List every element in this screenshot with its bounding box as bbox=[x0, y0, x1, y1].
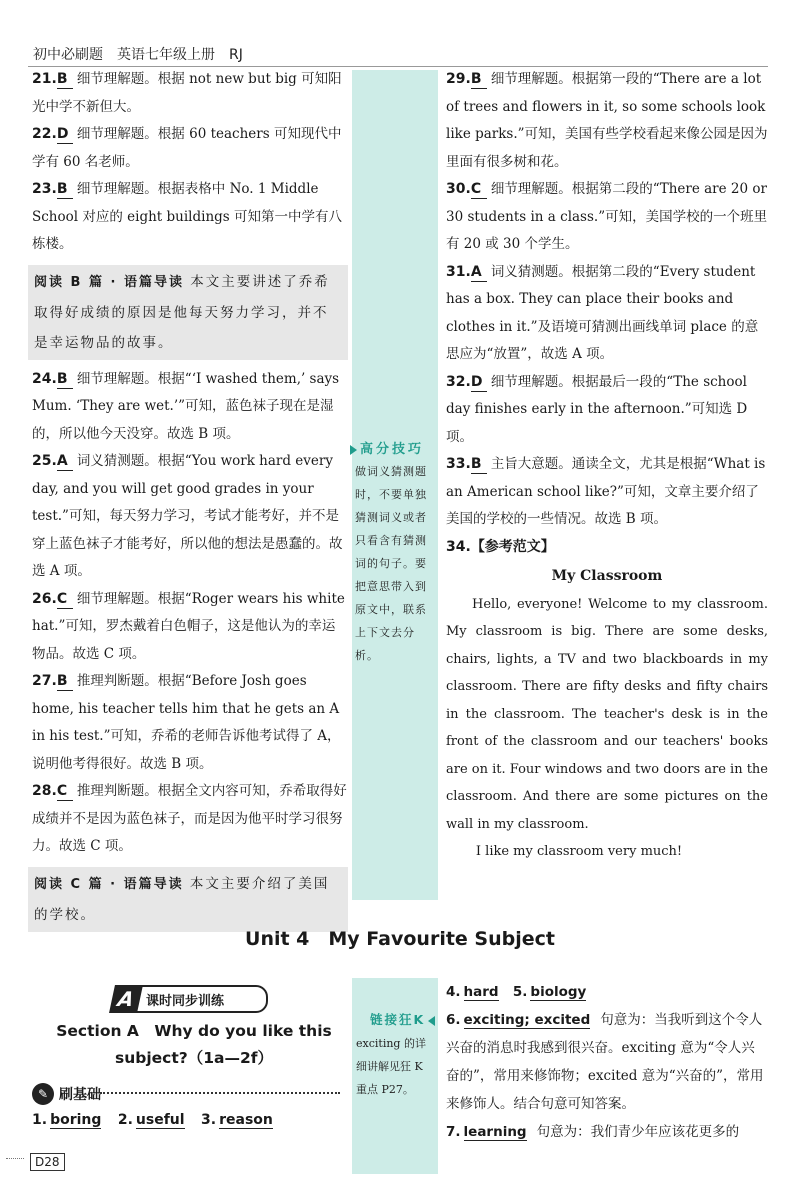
answer-item: 32.D 细节理解题。根据最后一段的“The school day finishes early in the afternoon.”可知选 D 项。 bbox=[446, 373, 748, 445]
link-body: exciting 的详细讲解见狂 K 重点 P27。 bbox=[356, 1037, 426, 1096]
answer-item: 33.B 主旨大意题。通读全文，尤其是根据“What is an American school like?”可知，文章主要介绍了美国的学校的一些情况。故选 B 项。 bbox=[446, 456, 766, 527]
answer-item: 28.C 推理判断题。根据全文内容可知，乔希取得好成绩并不是因为蓝色袜子，而是因为他平时学习很努力。故选 C 项。 bbox=[32, 783, 347, 854]
dotted-divider bbox=[100, 1092, 340, 1094]
answer-row: 7. learning 句意为：我们青少年应该花更多的 bbox=[446, 1124, 740, 1140]
essay-paragraph: Hello, everyone! Welcome to my classroom. My classroom is big. There are some desks, chairs, lights, a TV and two blackboards in my classroom. There are fifty desks and fifty chairs in the classroom. The teacher's desk is in the front of the classroom and our teachers' books are on it. Four windows and two doors are in the classroom. And there are some pictures on the wall in my classroom. bbox=[446, 596, 768, 832]
pencil-icon: ✎ bbox=[32, 1083, 54, 1105]
answer-row: 6. exciting; excited 句意为：当我听到这个令人兴奋的消息时我感到很兴奋。exciting 意为“令人兴奋的”，常用来修饰物；excited 意为“兴奋的”，常用来修饰人。结合句意可知答案。 bbox=[446, 1012, 764, 1112]
answers-right bbox=[446, 978, 768, 1146]
answer-item: 30.C 细节理解题。根据第二段的“There are 20 or 30 students in a class.”可知，美国学校的一个班里有 20 或 30 个学生。 bbox=[446, 181, 768, 252]
drill-heading: ✎ 刷基础 bbox=[32, 1083, 101, 1105]
tip-body: 做词义猜测题时，不要单独猜测词义或者只看含有猜测词的句子。要把意思带入到原文中，联系上下文去分析。 bbox=[355, 465, 427, 662]
page-header: 初中必刷题 英语七年级上册 RJ bbox=[33, 47, 243, 63]
answer-item: 27.B 推理判断题。根据“Before Josh goes home, his teacher tells him that he gets an A in his test.”可知，乔希的老师告诉他考试得了 A，说明他考得很好。故选 B 项。 bbox=[32, 673, 341, 772]
answer-item: 26.C 细节理解题。根据“Roger wears his white hat.”可知，罗杰戴着白色帽子，这是他认为的幸运物品。故选 C 项。 bbox=[32, 590, 345, 662]
lesson-badge: A 课时同步训练 bbox=[114, 985, 268, 1013]
section-title: Section A Why do you like this subject?（1a—2f） bbox=[56, 1022, 332, 1067]
arrow-icon bbox=[428, 1016, 435, 1026]
left-column bbox=[32, 66, 348, 938]
answers-left: 1. boring 2. useful 3. reason bbox=[32, 1112, 273, 1128]
reading-guide-b: 阅读 B 篇 · 语篇导读 本文主要讲述了乔希取得好成绩的原因是他每天努力学习，并不是幸运物品的故事。 bbox=[28, 265, 348, 360]
reading-guide-c: 阅读 C 篇 · 语篇导读 本文主要介绍了美国的学校。 bbox=[28, 867, 348, 932]
answer-item: 24.B 细节理解题。根据“‘I washed them,’ says Mum. ‘They are wet.’”可知，蓝色袜子现在是湿的，所以他今天没穿。故选 B 项。 bbox=[32, 370, 340, 442]
model-essay bbox=[446, 563, 768, 866]
page-number: D28 bbox=[30, 1153, 65, 1171]
answer-item: 25.A 词义猜测题。根据“You work hard every day, and you will get good grades in your test.”可知，每天努力学习，考试才能考好，并不是穿上蓝色袜子才能考好，所以他的想法是愚蠢的。故选 A 项。 bbox=[32, 453, 343, 579]
answer-item: 22.D 细节理解题。根据 60 teachers 可知现代中学有 60 名老师。 bbox=[32, 126, 342, 170]
page-dots bbox=[6, 1158, 24, 1159]
answer-row: 4. hard 5. biology bbox=[446, 984, 587, 1000]
link-title: 链接狂K bbox=[370, 1010, 440, 1028]
essay-title: My Classroom bbox=[551, 568, 663, 584]
answer-item: 21.B 细节理解题。根据 not new but big 可知阳光中学不新但大。 bbox=[32, 71, 342, 115]
answer-item: 31.A 词义猜测题。根据第二段的“Every student has a box. They can place their books and clothes in it.”及语境可猜测出画线单词 place 的意思应为“放置”，故选 A 项。 bbox=[446, 263, 759, 362]
answer-item: 29.B 细节理解题。根据第一段的“There are a lot of trees and flowers in it, so some schools look like parks.”可知，美国有些学校看起来像公园是因为里面有很多树和花。 bbox=[446, 71, 768, 170]
unit-title: Unit 4 My Favourite Subject bbox=[245, 928, 555, 950]
right-column bbox=[446, 66, 768, 866]
tip-title: 高分技巧 bbox=[350, 438, 442, 457]
badge-letter-icon: A bbox=[109, 985, 143, 1013]
arrow-icon bbox=[350, 445, 357, 455]
essay-paragraph: I like my classroom very much! bbox=[475, 844, 683, 859]
answer-item: 23.B 细节理解题。根据表格中 No. 1 Middle School 对应的 eight buildings 可知第一中学有八栋楼。 bbox=[32, 181, 343, 252]
essay-heading: 34.【参考范文】 bbox=[446, 538, 555, 555]
